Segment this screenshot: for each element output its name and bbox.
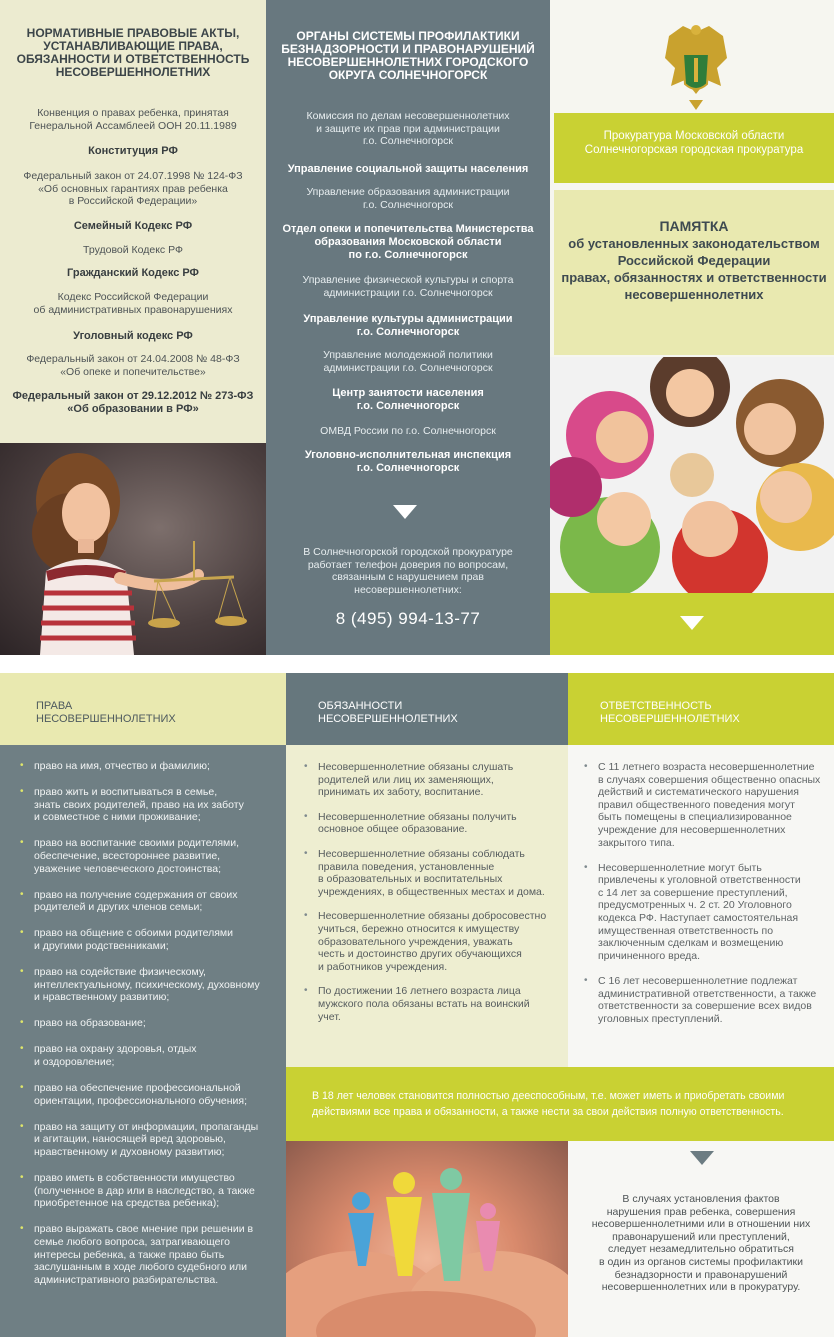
duties-text: • Несовершеннолетние обязаны получить xyxy=(318,810,517,823)
agency-text: г.о. Солнечногорск xyxy=(356,400,460,412)
agency-text: Управление физической культуры и спорта xyxy=(302,274,514,286)
legal-act-text: Кодекс Российской Федерации xyxy=(57,291,209,303)
agency-text: Центр занятости населения xyxy=(332,387,484,399)
liability-text: правил общественного поведения могут xyxy=(598,798,795,811)
duties-text: родителей или лиц их заменяющих, xyxy=(318,773,494,786)
agency-item xyxy=(272,186,544,211)
list-item xyxy=(18,1043,280,1068)
brochure-title-line: ПАМЯТКА xyxy=(659,218,729,234)
prevention-heading-line: ОКРУГА СОЛНЕЧНОГОРСК xyxy=(328,68,488,82)
triangle-down-icon xyxy=(690,1151,714,1165)
agency-item xyxy=(272,387,544,413)
rights-text: заслушанным в ходе любого судебного или xyxy=(34,1261,248,1274)
children-circle-photo xyxy=(550,357,834,593)
hotline-info xyxy=(272,546,544,596)
rights-heading-line: ПРАВА xyxy=(36,700,73,712)
prevention-heading-line: БЕЗНАДЗОРНОСТИ И ПРАВОНАРУШЕНИЙ xyxy=(281,42,535,56)
hotline-text: В Солнечногорской городской прокуратуре xyxy=(303,546,513,558)
rights-panel xyxy=(0,745,286,1337)
adulthood-band xyxy=(286,1067,834,1141)
list-item xyxy=(18,1172,280,1210)
brochure-title-line: правах, обязанностях и ответственности xyxy=(561,270,827,285)
brochure-title-line: об установленных законодательством xyxy=(568,236,820,251)
closing-text: безнадзорности и правонарушений xyxy=(614,1268,788,1281)
adulthood-text: действиями все права и обязанности, а также нести за свои действия полную ответственность. xyxy=(312,1106,784,1118)
agency-text: по г.о. Солнечногорск xyxy=(348,249,468,261)
legal-acts-heading xyxy=(10,27,256,79)
duties-heading-line: ОБЯЗАННОСТИ xyxy=(318,700,403,712)
liability-text: • С 16 лет несовершеннолетние подлежат xyxy=(598,974,798,987)
legal-act-text: Конституция РФ xyxy=(88,145,178,157)
liability-text: действий и систематического нарушения xyxy=(598,786,799,799)
triangle-down-icon xyxy=(393,505,417,519)
hotline-text: связанным с нарушением прав xyxy=(332,571,484,583)
duties-text: • Несовершеннолетние обязаны слушать xyxy=(318,761,514,773)
duties-text: образовательного учреждения, уважать xyxy=(318,935,513,948)
list-item xyxy=(302,811,564,836)
list-item xyxy=(18,1017,280,1030)
legal-act-text: Федеральный закон от 24.04.2008 № 48-ФЗ xyxy=(26,353,240,365)
rights-text: обеспечение, всестороннее развитие, xyxy=(34,849,221,862)
liability-text: • С 11 летнего возраста несовершеннолетние xyxy=(598,761,815,773)
liability-heading-line: ОТВЕТСТВЕННОСТЬ xyxy=(600,700,712,712)
rights-text: • право на получение содержания от своих xyxy=(34,888,238,901)
agency-text: г.о. Солнечногорск xyxy=(363,198,453,211)
list-item xyxy=(18,1121,280,1159)
rights-text: административного разбирательства. xyxy=(34,1273,219,1286)
duties-list xyxy=(302,761,564,1035)
duties-text: • Несовершеннолетние обязаны соблюдать xyxy=(318,847,525,860)
brochure-title xyxy=(554,218,834,303)
agency-text: г.о. Солнечногорск xyxy=(363,135,453,147)
rights-header xyxy=(0,673,286,745)
closing-text: нарушения прав ребенка, совершения xyxy=(606,1205,796,1218)
rights-text: знать своих родителей, право на их заботу xyxy=(34,798,244,811)
coat-of-arms-emblem xyxy=(661,24,731,112)
rights-text: • право на обеспечение профессиональной xyxy=(34,1082,241,1095)
legal-act-item xyxy=(6,267,260,280)
legal-act-item xyxy=(6,220,260,233)
rights-text: • право на воспитание своими родителями, xyxy=(34,837,240,850)
list-item xyxy=(302,985,564,1023)
list-item xyxy=(582,862,832,963)
agency-item xyxy=(272,313,544,339)
prosecutor-office-line: Прокуратура Московской области xyxy=(603,130,785,142)
legal-act-text: Семейный Кодекс РФ xyxy=(73,220,193,232)
closing-text: в один из органов системы профилактики xyxy=(599,1255,803,1268)
duties-header xyxy=(286,673,568,745)
list-item xyxy=(18,837,280,875)
closing-panel xyxy=(568,1141,834,1337)
agency-text: г.о. Солнечногорск xyxy=(356,462,460,474)
agency-text: образования Московской области xyxy=(314,236,502,248)
duties-text: учиться, бережно относится к имуществу xyxy=(318,922,520,935)
agency-text: Уголовно-исполнительная инспекция xyxy=(304,449,512,461)
agency-item xyxy=(272,223,544,262)
liability-text: учреждение для несовершеннолетних xyxy=(598,823,786,836)
triangle-down-icon xyxy=(680,616,704,630)
hotline-text: несовершеннолетних: xyxy=(354,583,462,596)
rights-text: • право на содействие физическому, xyxy=(34,966,206,979)
legal-act-text: Федеральный закон от 24.07.1998 № 124-ФЗ xyxy=(23,170,243,182)
list-item xyxy=(18,760,280,773)
legal-act-text: «Об образовании в РФ» xyxy=(67,403,199,415)
rights-text: и нравственному развитию; xyxy=(34,991,170,1004)
rights-text: • право на защиту от информации, пропаганды xyxy=(34,1120,259,1133)
rights-text: семье любого вопроса, затрагивающего xyxy=(34,1235,230,1248)
legal-act-text: об административных правонарушениях xyxy=(33,303,233,316)
prevention-heading-line: НЕСОВЕРШЕННОЛЕТНИХ ГОРОДСКОГО xyxy=(287,55,529,69)
duties-text: правила поведения, установленные xyxy=(318,860,495,873)
paper-family-hands-photo xyxy=(286,1141,568,1337)
legal-act-text: Гражданский Кодекс РФ xyxy=(67,267,199,279)
list-item xyxy=(582,975,832,1025)
rights-text: • право на охрану здоровья, отдых xyxy=(34,1043,197,1056)
legal-acts-heading-line: НЕСОВЕРШЕННОЛЕТНИХ xyxy=(55,65,211,79)
duties-text: основное общее образование. xyxy=(318,823,468,836)
paper-family-illustration xyxy=(286,1141,568,1337)
legal-act-item xyxy=(6,291,260,316)
closing-text: следует незамедлительно обратиться xyxy=(608,1243,794,1256)
liability-text: с 14 лет за совершение преступлений, xyxy=(598,886,788,899)
legal-act-text: Конвенция о правах ребенка, принятая xyxy=(37,107,229,119)
legal-act-item xyxy=(6,390,260,416)
list-item xyxy=(302,910,564,973)
rights-text: интересы ребенка, а также право быть xyxy=(34,1248,225,1261)
rights-text: нравственному и духовному развитию; xyxy=(34,1145,225,1158)
rights-text: родителей и других членов семьи; xyxy=(34,901,203,914)
rights-text: уважение человеческого достоинства; xyxy=(34,862,221,875)
list-item xyxy=(18,889,280,914)
list-item xyxy=(18,786,280,824)
agency-item xyxy=(272,425,544,438)
agency-text: администрации г.о. Солнечногорск xyxy=(323,361,493,374)
liability-heading-line: НЕСОВЕРШЕННОЛЕТНИХ xyxy=(600,713,740,725)
liability-text: заключенным сделкам и возмещению xyxy=(598,937,784,950)
duties-heading-line: НЕСОВЕРШЕННОЛЕТНИХ xyxy=(318,713,458,725)
legal-act-text: «Об основных гарантиях прав ребенка xyxy=(38,182,228,195)
rights-text: и оздоровление; xyxy=(34,1056,115,1068)
agency-text: г.о. Солнечногорск xyxy=(356,326,460,338)
rights-text: и совместное с ними проживание; xyxy=(34,811,201,824)
prosecutor-office-line: Солнечногорская городская прокуратура xyxy=(584,144,804,156)
prevention-bodies-panel xyxy=(266,0,550,655)
rights-text: • право выражать свое мнение при решении в xyxy=(34,1223,254,1236)
rights-list xyxy=(18,760,280,1300)
legal-acts-heading-line: НОРМАТИВНЫЕ ПРАВОВЫЕ АКТЫ, xyxy=(26,26,240,40)
duties-panel xyxy=(286,745,568,1067)
liability-text: кодекса РФ. Наступает самостоятельная xyxy=(598,912,799,925)
agency-text: Управление культуры администрации xyxy=(303,313,513,325)
legal-act-text: Трудовой Кодекс РФ xyxy=(83,244,183,256)
hotline-text: работает телефон доверия по вопросам, xyxy=(307,558,509,571)
adulthood-text: В 18 лет человек становится полностью дееспособным, т.е. может иметь и приобретать своими xyxy=(312,1090,785,1102)
rights-heading-line: НЕСОВЕРШЕННОЛЕТНИХ xyxy=(36,713,176,725)
rights-text: • право на общение с обоими родителями xyxy=(34,927,234,940)
duties-text: и работников учреждения. xyxy=(318,960,448,973)
list-item xyxy=(18,1082,280,1107)
brochure-title-line: несовершеннолетних xyxy=(624,287,764,302)
legal-act-item xyxy=(6,244,260,257)
liability-text: административной ответственности, а также xyxy=(598,987,817,1000)
liability-text: имущественная ответственность по xyxy=(598,924,774,937)
agency-text: ОМВД России по г.о. Солнечногорск xyxy=(320,425,496,437)
legal-act-text: Федеральный закон от 29.12.2012 № 273-ФЗ xyxy=(12,390,254,402)
liability-text: в случаях совершения общественно опасных xyxy=(598,773,821,786)
liability-header xyxy=(568,673,834,745)
liability-list xyxy=(582,761,832,1038)
prevention-heading-line: ОРГАНЫ СИСТЕМЫ ПРОФИЛАКТИКИ xyxy=(296,29,520,43)
agency-item xyxy=(272,110,544,148)
rights-text: (полученное в дар или в наследство, а также xyxy=(34,1184,255,1197)
legal-act-item xyxy=(6,330,260,343)
agency-text: Управление образования администрации xyxy=(306,186,510,198)
duties-text: учет. xyxy=(318,1010,341,1023)
legal-act-text: Уголовный кодекс РФ xyxy=(73,330,193,342)
legal-acts-panel xyxy=(0,0,266,443)
closing-text: несовершеннолетних или в прокуратуру. xyxy=(601,1281,801,1294)
closing-text: правонарушений или преступлений, xyxy=(612,1230,790,1243)
cover-panel xyxy=(550,0,834,655)
agency-text: Отдел опеки и попечительства Министерства xyxy=(282,223,534,235)
legal-acts-heading-line: ОБЯЗАННОСТИ И ОТВЕТСТВЕННОСТЬ xyxy=(16,52,250,66)
prevention-bodies-heading xyxy=(274,30,542,82)
duties-text: честь и достоинство других обучающихся xyxy=(318,948,522,961)
rights-text: • право жить и воспитываться в семье, xyxy=(34,786,218,799)
rights-text: • право на имя, отчество и фамилию; xyxy=(34,760,210,772)
rights-text: и другими родственниками; xyxy=(34,939,169,952)
legal-act-item xyxy=(6,107,260,132)
liability-panel xyxy=(568,745,834,1067)
legal-act-text: в Российской Федерации» xyxy=(68,195,198,207)
agency-text: и защите их прав при администрации xyxy=(316,122,500,135)
rights-text: • право на образование; xyxy=(34,1017,146,1030)
duties-text: • По достижении 16 летнего возраста лица xyxy=(318,985,521,998)
list-item xyxy=(582,761,832,849)
list-item xyxy=(18,927,280,952)
rights-text: ориентации, профессионального обучения; xyxy=(34,1094,248,1107)
duties-text: • Несовершеннолетние обязаны добросовестно xyxy=(318,910,547,923)
brochure-title-line: Российской Федерации xyxy=(617,253,771,268)
sheet-separator xyxy=(0,655,834,673)
girl-with-scales-illustration xyxy=(0,443,266,655)
closing-text: В случаях установления фактов xyxy=(622,1193,780,1205)
duties-text: учреждениях, в общественных местах и дома. xyxy=(318,885,545,898)
rights-text: • право иметь в собственности имущество xyxy=(34,1172,235,1185)
agency-text: Управление молодежной политики xyxy=(323,349,493,361)
legal-acts-heading-line: УСТАНАВЛИВАЮЩИЕ ПРАВА, xyxy=(43,39,223,53)
hotline-phone[interactable]: 8 (495) 994-13-77 xyxy=(335,609,481,628)
legal-act-item xyxy=(6,145,260,158)
liability-text: закрытого типа. xyxy=(598,836,675,849)
rights-text: приобретенное на средства ребенка); xyxy=(34,1197,220,1210)
agency-item xyxy=(272,274,544,299)
closing-notice xyxy=(572,1193,830,1294)
liability-text: привлечены к уголовной ответственности xyxy=(598,874,801,887)
liability-text: предусмотренных ч. 2 ст. 20 Уголовного xyxy=(598,899,792,912)
legal-act-item xyxy=(6,170,260,208)
liability-text: уголовных преступлений. xyxy=(598,1012,723,1025)
agency-item xyxy=(272,349,544,374)
list-item xyxy=(302,761,564,799)
liability-text: • Несовершеннолетние могут быть xyxy=(598,861,762,874)
list-item xyxy=(18,966,280,1004)
duties-text: мужского пола обязаны встать на воинский xyxy=(318,997,530,1010)
list-item xyxy=(18,1223,280,1286)
agency-item xyxy=(272,163,544,176)
agency-item xyxy=(272,449,544,475)
closing-text: несовершеннолетними или в отношении них xyxy=(591,1218,811,1231)
rights-text: интеллектуальному, психическому, духовному xyxy=(34,978,260,991)
agency-text: администрации г.о. Солнечногорск xyxy=(323,286,493,299)
duties-text: принимать их заботу, воспитание. xyxy=(318,786,484,799)
list-item xyxy=(302,848,564,898)
liability-text: быть помещены в специализированное xyxy=(598,811,792,824)
legal-act-text: «Об опеке и попечительстве» xyxy=(60,365,206,378)
agency-text: Управление социальной защиты населения xyxy=(287,163,529,175)
legal-act-item xyxy=(6,353,260,378)
duties-text: в образовательных и воспитательных xyxy=(318,873,503,886)
liability-text: ответственности за совершение всех видов xyxy=(598,1000,812,1013)
prosecutor-office-title xyxy=(554,129,834,157)
legal-act-text: Генеральной Ассамблеей ООН 20.11.1989 xyxy=(29,119,237,132)
scales-photo xyxy=(0,443,266,655)
liability-text: причиненного вреда. xyxy=(598,949,701,962)
agency-text: Комиссия по делам несовершеннолетних xyxy=(306,110,510,122)
rights-text: и агитации, наносящей вред здоровью, xyxy=(34,1133,226,1146)
